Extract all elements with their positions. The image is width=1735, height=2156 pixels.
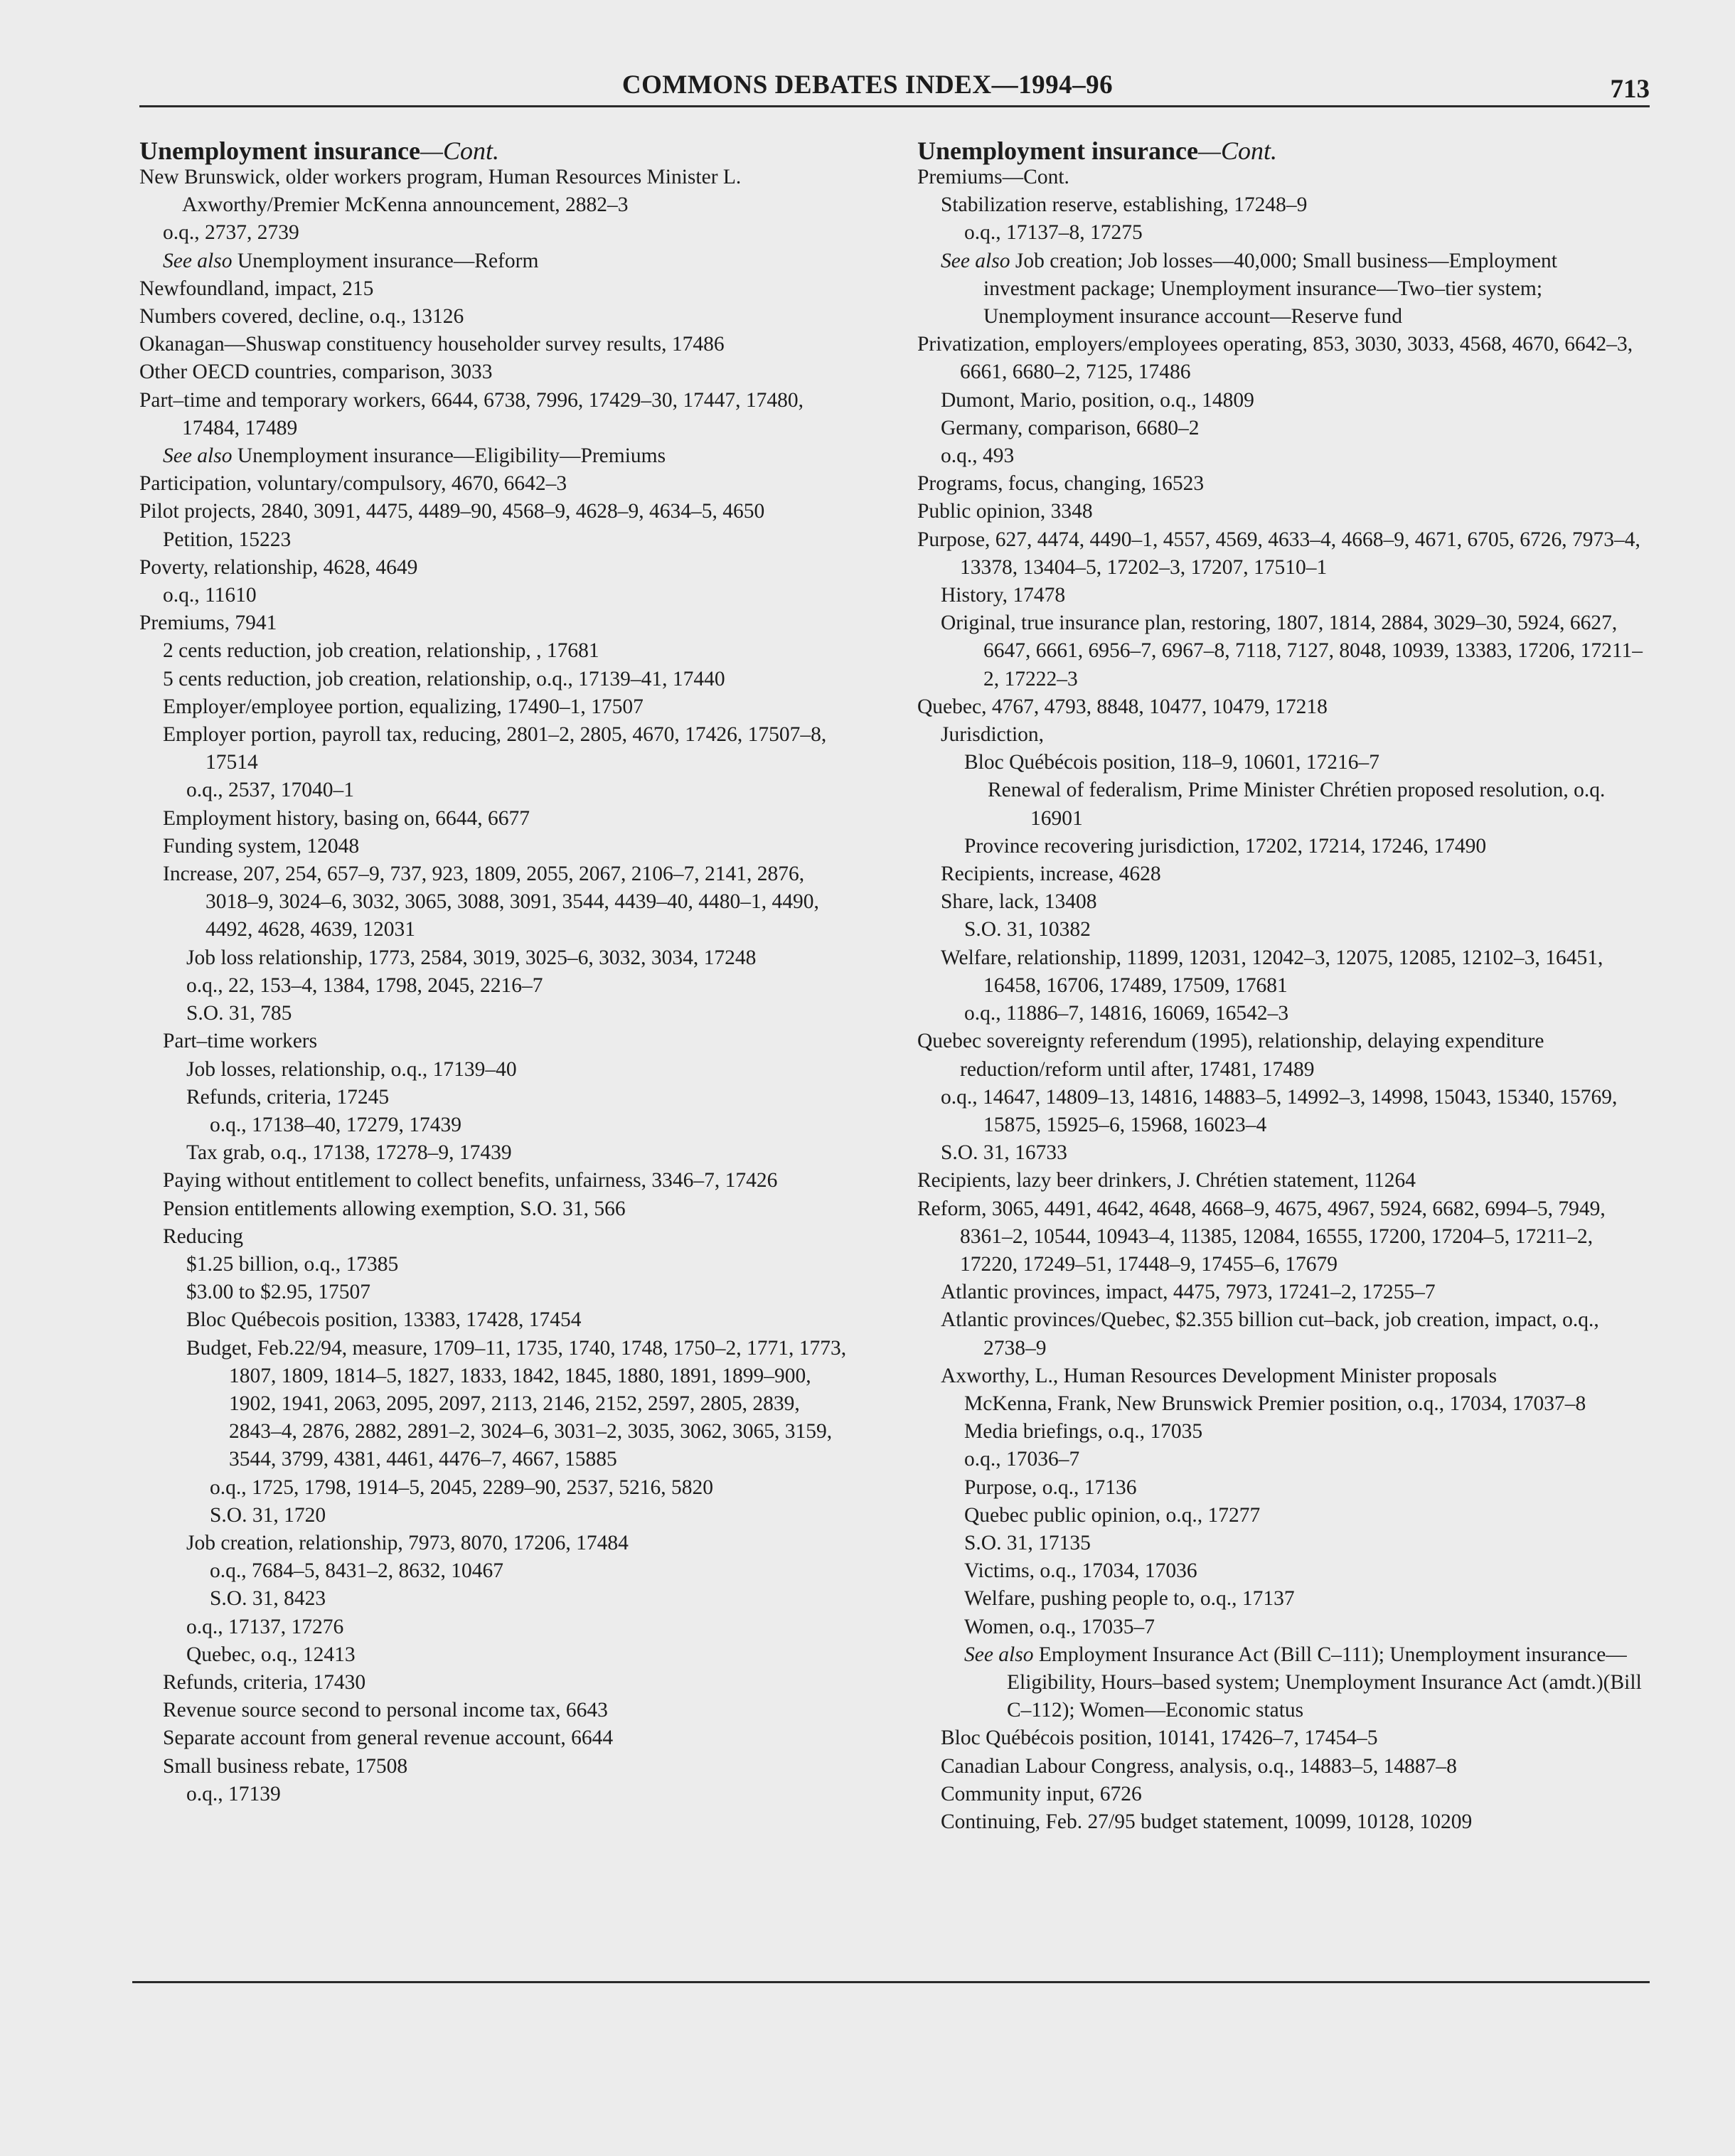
footer-rule xyxy=(132,1981,1650,1983)
index-entry-text: Employment Insurance Act (Bill C–111); Unemployment insurance—Eligibility, Hours–based system; Unemployment Insurance Act (amdt.)(Bill C–112); Women—Economic status xyxy=(1007,1643,1642,1722)
index-entry-text: Renewal of federalism, Prime Minister Chrétien proposed resolution, o.q. 16901 xyxy=(988,779,1606,830)
index-entry xyxy=(139,1167,850,1195)
index-entry xyxy=(917,833,1650,860)
index-entry-text: Numbers covered, decline, o.q., 13126 xyxy=(139,305,464,329)
index-entry-text: Petition, 15223 xyxy=(163,528,292,551)
index-entry xyxy=(139,1056,850,1084)
index-entry xyxy=(139,1502,850,1530)
index-entry-text: Dumont, Mario, position, o.q., 14809 xyxy=(941,388,1254,412)
index-entry-text: Quebec, o.q., 12413 xyxy=(186,1643,356,1666)
index-entries xyxy=(139,164,850,1808)
index-entry xyxy=(139,1251,850,1279)
index-entry xyxy=(917,387,1650,415)
index-entry xyxy=(139,1028,850,1055)
index-entry xyxy=(917,191,1650,219)
index-entry-text: Budget, Feb.22/94, measure, 1709–11, 1735, 1740, 1748, 1750–2, 1771, 1773, 1807, 1809, 1814–5, 1827, 1833, 1842, 1845, 1880, 1891, 1899–900, 1902, 1941, 2063, 2095, 2097, 2113, 2146, 2152, 2597, 2805, 2839, 2843–4, 2876, 2882, 2891–2, 3024–6, 3031–2, 3035, 3062, 3065, 3159, 3544, 3799, 4381, 4461, 4476–7, 4667, 15885 xyxy=(186,1336,847,1471)
index-entry-text: Share, lack, 13408 xyxy=(941,890,1097,914)
index-entry xyxy=(139,1306,850,1334)
index-entry xyxy=(139,1613,850,1641)
index-entry xyxy=(917,1000,1650,1028)
index-entry-text: o.q., 11886–7, 14816, 16069, 16542–3 xyxy=(964,1002,1289,1025)
index-entry-text: o.q., 17137, 17276 xyxy=(186,1615,344,1638)
index-entry-text: Participation, voluntary/compulsory, 4670, 6642–3 xyxy=(139,472,567,496)
index-entry xyxy=(139,554,850,582)
index-entry xyxy=(139,1697,850,1724)
index-entry-text: Small business rebate, 17508 xyxy=(163,1754,408,1778)
index-entry-text: Poverty, relationship, 4628, 4649 xyxy=(139,555,418,579)
index-entry-text: Purpose, 627, 4474, 4490–1, 4557, 4569, 4633–4, 4668–9, 4671, 6705, 6726, 7973–4, 13378, 13404–5, 17202–3, 17207, 17510–1 xyxy=(917,528,1640,579)
index-entry xyxy=(917,1195,1650,1279)
index-entry xyxy=(139,777,850,804)
index-entry xyxy=(917,331,1650,386)
index-entry xyxy=(139,1641,850,1669)
index-entry xyxy=(917,1028,1650,1083)
index-entry xyxy=(917,1530,1650,1557)
index-entry-text: Bloc Québécois position, 118–9, 10601, 17216–7 xyxy=(964,751,1379,774)
index-entry-text: Public opinion, 3348 xyxy=(917,500,1093,523)
index-entry-text: Welfare, pushing people to, o.q., 17137 xyxy=(964,1587,1295,1611)
index-entry xyxy=(139,1669,850,1697)
index-entry-text: Reform, 3065, 4491, 4642, 4648, 4668–9, 4675, 4967, 5924, 6682, 6994–5, 7949, 8361–2, 10544, 10943–4, 11385, 12084, 16555, 17200, 17204–5, 17211–2, 17220, 17249–51, 17448–9, 17455–6, 17679 xyxy=(917,1197,1606,1276)
index-entry xyxy=(139,721,850,777)
index-entry-text: Premiums, 7941 xyxy=(139,612,277,635)
index-entry xyxy=(139,972,850,1000)
index-entry xyxy=(917,721,1650,749)
index-entry xyxy=(139,442,850,470)
index-entry-text: Privatization, employers/employees operating, 853, 3030, 3033, 4568, 4670, 6642–3, 6661, 6680–2, 7125, 17486 xyxy=(917,333,1633,384)
index-entry-text: o.q., 493 xyxy=(941,444,1015,468)
index-entry-text: Continuing, Feb. 27/95 budget statement, 10099, 10128, 10209 xyxy=(941,1810,1473,1833)
index-entry xyxy=(917,888,1650,916)
index-entry-text: Bloc Québécois position, 10141, 17426–7, 17454–5 xyxy=(941,1727,1378,1750)
index-entries xyxy=(917,164,1650,1836)
index-entry-text: Quebec, 4767, 4793, 8848, 10477, 10479, 17218 xyxy=(917,695,1328,718)
index-entry-text: Employer/employee portion, equalizing, 17490–1, 17507 xyxy=(163,695,644,718)
index-entry-text: o.q., 2737, 2739 xyxy=(163,221,299,245)
index-entry xyxy=(139,1557,850,1585)
index-entry-text: o.q., 17036–7 xyxy=(964,1448,1080,1471)
index-entry xyxy=(917,1557,1650,1585)
index-entry xyxy=(139,498,850,525)
index-entry xyxy=(139,1530,850,1557)
index-entry xyxy=(917,777,1650,832)
index-entry-text: S.O. 31, 8423 xyxy=(210,1587,326,1611)
index-entry-text: Refunds, criteria, 17245 xyxy=(186,1085,390,1109)
index-entry xyxy=(917,1808,1650,1836)
left-column xyxy=(139,135,850,1808)
index-entry xyxy=(917,164,1650,191)
index-entry xyxy=(139,609,850,637)
index-entry xyxy=(917,1306,1650,1362)
index-entry xyxy=(139,387,850,442)
index-entry-text: Women, o.q., 17035–7 xyxy=(964,1615,1155,1638)
index-entry-text: Paying without entitlement to collect benefits, unfairness, 3346–7, 17426 xyxy=(163,1169,778,1192)
index-entry xyxy=(139,358,850,386)
index-entry-text: Recipients, lazy beer drinkers, J. Chrétien statement, 11264 xyxy=(917,1169,1416,1192)
index-entry xyxy=(139,331,850,358)
index-entry-text: Quebec public opinion, o.q., 17277 xyxy=(964,1503,1261,1527)
index-entry xyxy=(917,526,1650,582)
see-also-label: See also xyxy=(163,249,233,272)
index-entry xyxy=(917,1362,1650,1390)
index-entry xyxy=(917,1613,1650,1641)
column-heading xyxy=(139,135,850,166)
index-entry xyxy=(139,1000,850,1028)
index-entry xyxy=(139,275,850,303)
index-entry-text: Quebec sovereignty referendum (1995), relationship, delaying expenditure reduction/reform until after, 17481, 17489 xyxy=(917,1030,1544,1081)
see-also-label: See also xyxy=(163,444,233,468)
index-entry-text: Separate account from general revenue account, 6644 xyxy=(163,1727,614,1750)
index-entry xyxy=(139,1474,850,1502)
index-entry-text: o.q., 1725, 1798, 1914–5, 2045, 2289–90, 2537, 5216, 5820 xyxy=(210,1475,713,1499)
index-entry-text: Media briefings, o.q., 17035 xyxy=(964,1420,1203,1443)
index-entry-text: $3.00 to $2.95, 17507 xyxy=(186,1281,370,1304)
index-entry-text: Unemployment insurance—Eligibility—Premiums xyxy=(232,444,666,468)
index-entry xyxy=(917,860,1650,888)
index-entry-text: Programs, focus, changing, 16523 xyxy=(917,472,1205,496)
index-entry xyxy=(139,1781,850,1808)
index-entry-text: Refunds, criteria, 17430 xyxy=(163,1670,366,1694)
index-entry-text: Atlantic provinces/Quebec, $2.355 billion cut–back, job creation, impact, o.q., 2738–9 xyxy=(941,1308,1599,1360)
index-entry xyxy=(139,1223,850,1251)
index-entry xyxy=(917,219,1650,247)
index-entry xyxy=(139,1195,850,1223)
index-entry xyxy=(139,1585,850,1613)
index-entry xyxy=(917,693,1650,721)
index-entry-text: Job creation, relationship, 7973, 8070, 17206, 17484 xyxy=(186,1531,629,1554)
index-entry xyxy=(917,1446,1650,1473)
index-entry-text: Community input, 6726 xyxy=(941,1782,1142,1805)
index-entry xyxy=(139,1084,850,1111)
index-entry-text: o.q., 17138–40, 17279, 17439 xyxy=(210,1113,461,1136)
index-entry-text: Reducing xyxy=(163,1224,244,1248)
index-entry-text: Job loss relationship, 1773, 2584, 3019, 3025–6, 3032, 3034, 17248 xyxy=(186,946,757,969)
index-entry xyxy=(917,1641,1650,1725)
index-entry xyxy=(139,1139,850,1167)
index-entry-text: Employer portion, payroll tax, reducing, 2801–2, 2805, 4670, 17426, 17507–8, 17514 xyxy=(163,723,827,774)
index-entry xyxy=(917,582,1650,609)
index-entry-text: New Brunswick, older workers program, Human Resources Minister L. Axworthy/Premier McKenna announcement, 2882–3 xyxy=(139,166,742,217)
index-entry-text: Welfare, relationship, 11899, 12031, 12042–3, 12075, 12085, 12102–3, 16451, 16458, 16706, 17489, 17509, 17681 xyxy=(941,946,1603,997)
index-entry xyxy=(139,164,850,219)
index-entry-text: Revenue source second to personal income tax, 6643 xyxy=(163,1699,608,1722)
running-header-title: COMMONS DEBATES INDEX—1994–96 xyxy=(621,70,1114,100)
index-entry-text: Premiums—Cont. xyxy=(917,166,1069,188)
index-entry xyxy=(917,916,1650,944)
index-entry xyxy=(139,303,850,331)
index-entry xyxy=(917,1753,1650,1781)
index-entry-text: Atlantic provinces, impact, 4475, 7973, 17241–2, 17255–7 xyxy=(941,1281,1436,1304)
index-entry-text: Canadian Labour Congress, analysis, o.q., 14883–5, 14887–8 xyxy=(941,1754,1457,1778)
index-entry-text: S.O. 31, 785 xyxy=(186,1002,292,1025)
index-entry-text: Part–time workers xyxy=(163,1030,318,1053)
index-entry-text: Tax grab, o.q., 17138, 17278–9, 17439 xyxy=(186,1141,512,1165)
index-entry xyxy=(917,1502,1650,1530)
index-entry xyxy=(139,666,850,693)
heading-cont: —Cont. xyxy=(420,137,500,165)
index-entry-text: o.q., 17137–8, 17275 xyxy=(964,221,1143,245)
index-entry-text: 2 cents reduction, job creation, relationship, , 17681 xyxy=(163,639,599,663)
index-entry-text: o.q., 14647, 14809–13, 14816, 14883–5, 14992–3, 14998, 15043, 15340, 15769, 15875, 15925–6, 15968, 16023–4 xyxy=(941,1085,1618,1136)
see-also-label: See also xyxy=(941,249,1010,272)
index-entry xyxy=(139,1753,850,1781)
index-entry-text: o.q., 7684–5, 8431–2, 8632, 10467 xyxy=(210,1559,503,1583)
index-entry-text: Funding system, 12048 xyxy=(163,834,360,858)
index-entry xyxy=(139,637,850,665)
index-entry-text: o.q., 11610 xyxy=(163,584,257,607)
index-entry xyxy=(139,470,850,498)
index-entry-text: S.O. 31, 10382 xyxy=(964,918,1091,941)
index-entry-text: Increase, 207, 254, 657–9, 737, 923, 1809, 2055, 2067, 2106–7, 2141, 2876, 3018–9, 3024–6, 3032, 3065, 3088, 3091, 3544, 4439–40, 4480–1, 4490, 4492, 4628, 4639, 12031 xyxy=(163,863,819,941)
index-entry-text: S.O. 31, 1720 xyxy=(210,1503,326,1527)
index-entry xyxy=(139,1111,850,1139)
index-entry xyxy=(139,944,850,972)
index-entry-text: Jurisdiction, xyxy=(941,723,1045,747)
index-entry xyxy=(139,1335,850,1474)
see-also-label: See also xyxy=(964,1643,1034,1666)
index-entry-text: o.q., 22, 153–4, 1384, 1798, 2045, 2216–7 xyxy=(186,973,543,997)
index-entry-text: McKenna, Frank, New Brunswick Premier position, o.q., 17034, 17037–8 xyxy=(964,1392,1586,1415)
index-entry xyxy=(139,1724,850,1752)
index-entry xyxy=(917,1724,1650,1752)
index-entry-text: S.O. 31, 17135 xyxy=(964,1531,1091,1554)
index-entry xyxy=(917,247,1650,331)
index-entry xyxy=(917,1781,1650,1808)
index-entry-text: Bloc Québecois position, 13383, 17428, 17454 xyxy=(186,1308,582,1332)
index-entry xyxy=(139,693,850,721)
heading-cont: —Cont. xyxy=(1198,137,1278,165)
index-entry-text: Part–time and temporary workers, 6644, 6738, 7996, 17429–30, 17447, 17480, 17484, 17489 xyxy=(139,388,804,439)
heading-text: Unemployment insurance xyxy=(139,137,420,165)
index-entry-text: Province recovering jurisdiction, 17202, 17214, 17246, 17490 xyxy=(964,834,1487,858)
index-entry-text: Germany, comparison, 6680–2 xyxy=(941,416,1200,439)
index-entry xyxy=(917,749,1650,777)
index-entry xyxy=(139,805,850,833)
index-entry xyxy=(917,1418,1650,1446)
index-entry xyxy=(917,609,1650,693)
index-entry-text: $1.25 billion, o.q., 17385 xyxy=(186,1252,399,1276)
index-entry-text: Victims, o.q., 17034, 17036 xyxy=(964,1559,1197,1583)
index-entry xyxy=(917,470,1650,498)
index-entry xyxy=(917,1139,1650,1167)
index-entry xyxy=(917,498,1650,525)
index-entry xyxy=(917,1474,1650,1502)
index-entry xyxy=(139,582,850,609)
index-entry xyxy=(139,526,850,554)
index-entry-text: Newfoundland, impact, 215 xyxy=(139,277,374,300)
index-entry-text: Recipients, increase, 4628 xyxy=(941,863,1161,886)
index-entry xyxy=(139,1279,850,1306)
index-entry xyxy=(139,860,850,944)
index-entry xyxy=(917,1279,1650,1306)
index-entry-text: 5 cents reduction, job creation, relationship, o.q., 17139–41, 17440 xyxy=(163,667,725,690)
index-entry xyxy=(917,1084,1650,1139)
index-entry xyxy=(139,833,850,860)
header-rule xyxy=(139,105,1650,107)
index-entry-text: Purpose, o.q., 17136 xyxy=(964,1475,1137,1499)
index-entry xyxy=(139,219,850,247)
right-column xyxy=(917,135,1650,1836)
index-entry-text: Original, true insurance plan, restoring, 1807, 1814, 2884, 3029–30, 5924, 6627, 6647, 6661, 6956–7, 6967–8, 7118, 7127, 8048, 10939, 13383, 17206, 17211–2, 17222–3 xyxy=(941,612,1643,690)
index-entry-text: Other OECD countries, comparison, 3033 xyxy=(139,361,493,384)
index-entry-text: Pension entitlements allowing exemption, S.O. 31, 566 xyxy=(163,1197,626,1220)
index-entry-text: Job creation; Job losses—40,000; Small business—Employment investment package; Unemployment insurance—Two–tier system; Unemployment insurance account—Reserve fund xyxy=(983,249,1557,329)
index-entry-text: S.O. 31, 16733 xyxy=(941,1141,1067,1165)
index-entry xyxy=(917,1390,1650,1418)
index-entry-text: History, 17478 xyxy=(941,584,1066,607)
heading-text: Unemployment insurance xyxy=(917,137,1198,165)
index-entry xyxy=(917,415,1650,442)
index-entry-text: Stabilization reserve, establishing, 17248–9 xyxy=(941,193,1308,217)
index-entry-text: Employment history, basing on, 6644, 6677 xyxy=(163,806,530,830)
index-entry xyxy=(917,1167,1650,1195)
index-entry xyxy=(917,1585,1650,1613)
index-entry-text: Okanagan—Shuswap constituency householder survey results, 17486 xyxy=(139,333,725,356)
index-entry-text: Job losses, relationship, o.q., 17139–40 xyxy=(186,1057,517,1081)
index-entry xyxy=(917,944,1650,1000)
index-entry-text: Pilot projects, 2840, 3091, 4475, 4489–90, 4568–9, 4628–9, 4634–5, 4650 xyxy=(139,500,765,523)
index-entry xyxy=(917,442,1650,470)
index-entry-text: o.q., 2537, 17040–1 xyxy=(186,779,354,802)
column-heading xyxy=(917,135,1650,166)
index-entry xyxy=(139,247,850,275)
index-entry-text: Axworthy, L., Human Resources Development Minister proposals xyxy=(941,1364,1498,1387)
index-entry-text: Unemployment insurance—Reform xyxy=(232,249,539,272)
index-entry-text: o.q., 17139 xyxy=(186,1782,281,1805)
page-number: 713 xyxy=(1610,75,1650,104)
